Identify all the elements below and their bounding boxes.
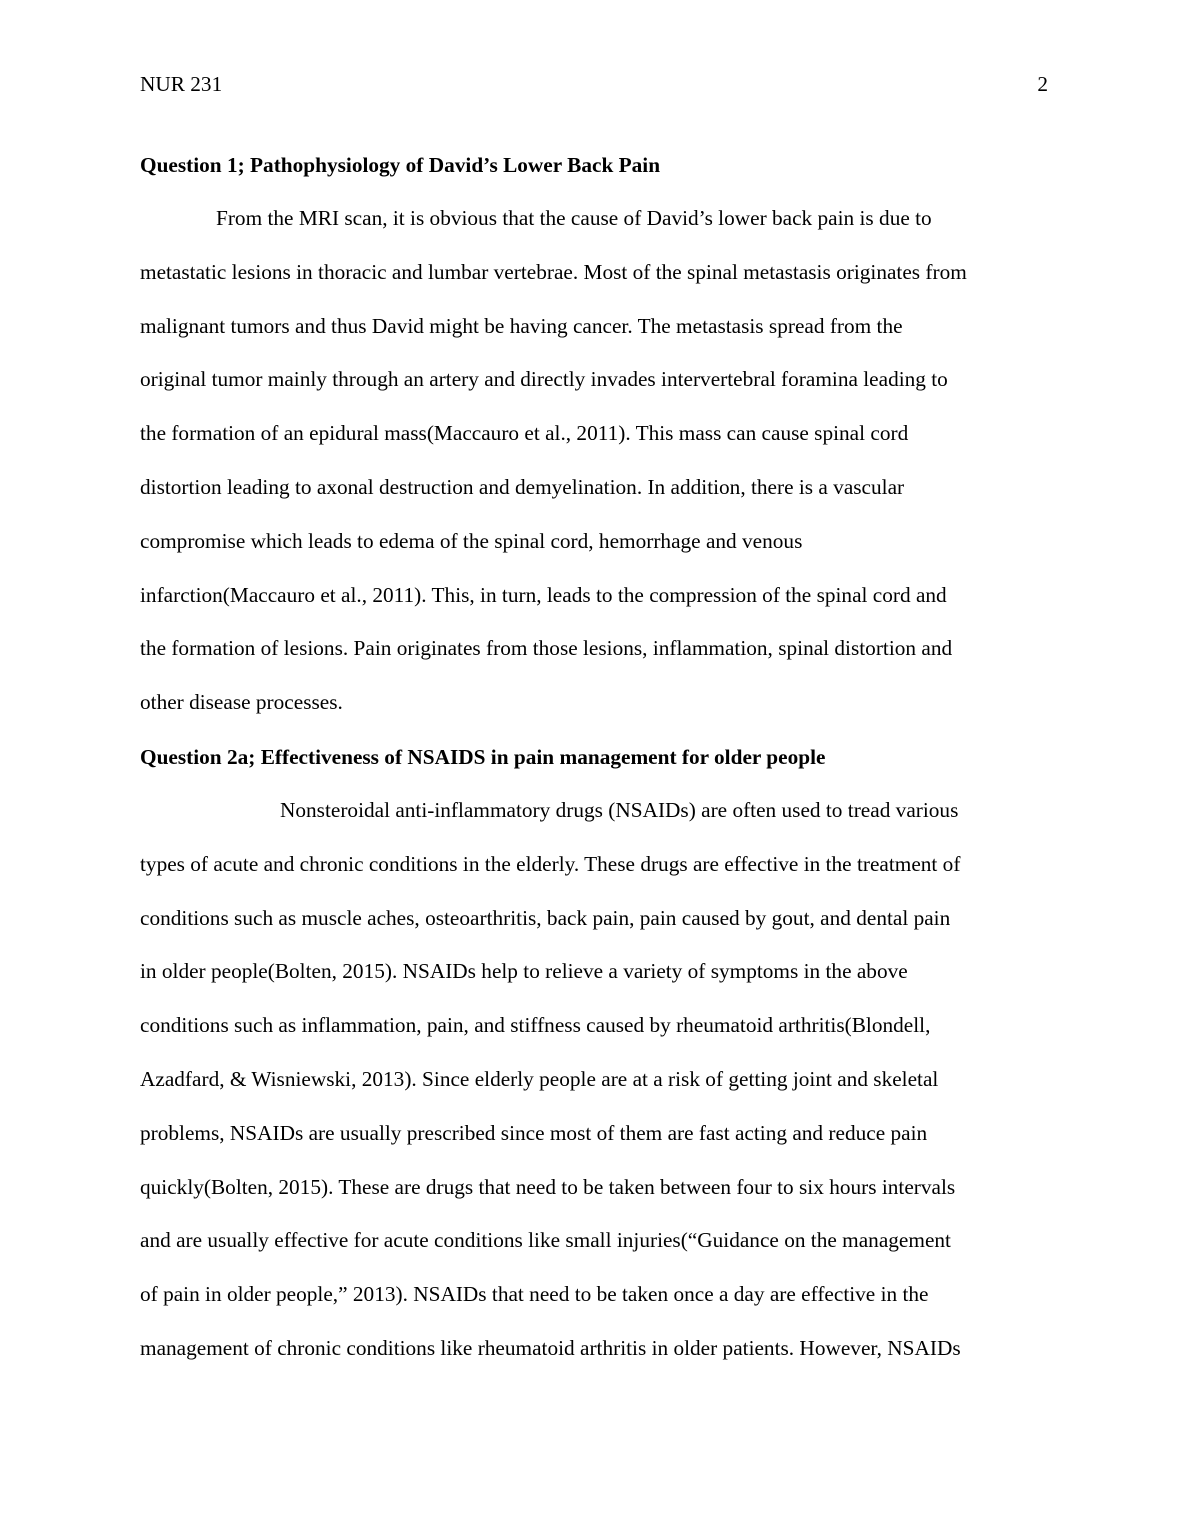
section-1-paragraph [140,192,1052,730]
paragraph-line: conditions such as inflammation, pain, and stiffness caused by rheumatoid arthritis(Blondell, [140,1013,931,1038]
document-body [140,138,1052,1376]
page-header [140,70,1048,98]
paragraph-line: Nonsteroidal anti-inflammatory drugs (NSAIDs) are often used to tread various [280,797,959,822]
paragraph-line: metastatic lesions in thoracic and lumbar vertebrae. Most of the spinal metastasis originates from [140,259,967,284]
section-2-paragraph [140,784,1052,1376]
section-2-heading: Question 2a; Effectiveness of NSAIDS in pain management for older people [140,744,826,769]
paragraph-line: malignant tumors and thus David might be having cancer. The metastasis spread from the [140,313,903,338]
paragraph-line: the formation of an epidural mass(Maccauro et al., 2011). This mass can cause spinal cord [140,421,909,446]
paragraph-line: management of chronic conditions like rheumatoid arthritis in older patients. However, NSAIDs [140,1335,961,1360]
paragraph-line: the formation of lesions. Pain originates from those lesions, inflammation, spinal distortion and [140,636,953,661]
paragraph-line: compromise which leads to edema of the spinal cord, hemorrhage and venous [140,528,803,553]
paragraph-line: in older people(Bolten, 2015). NSAIDs help to relieve a variety of symptoms in the above [140,959,908,984]
paragraph-line: distortion leading to axonal destruction and demyelination. In addition, there is a vascular [140,474,905,499]
paragraph-line: quickly(Bolten, 2015). These are drugs that need to be taken between four to six hours intervals [140,1174,956,1199]
paragraph-line: types of acute and chronic conditions in the elderly. These drugs are effective in the treatment of [140,851,961,876]
paragraph-line: infarction(Maccauro et al., 2011). This, in turn, leads to the compression of the spinal cord and [140,582,947,607]
page-number: 2 [1037,72,1048,96]
paragraph-line: original tumor mainly through an artery and directly invades intervertebral foramina leading to [140,367,948,392]
course-code: NUR 231 [140,72,223,96]
paragraph-line: of pain in older people,” 2013). NSAIDs that need to be taken once a day are effective in the [140,1282,929,1307]
paragraph-line: problems, NSAIDs are usually prescribed since most of them are fast acting and reduce pain [140,1120,928,1145]
paragraph-line: Azadfard, & Wisniewski, 2013). Since elderly people are at a risk of getting joint and skeletal [140,1066,939,1091]
paragraph-line: and are usually effective for acute conditions like small injuries(“Guidance on the management [140,1228,951,1253]
paragraph-line: From the MRI scan, it is obvious that the cause of David’s lower back pain is due to [216,206,932,230]
paragraph-line: other disease processes. [140,690,343,715]
section-1-heading: Question 1; Pathophysiology of David’s Lower Back Pain [140,153,661,177]
paragraph-line: conditions such as muscle aches, osteoarthritis, back pain, pain caused by gout, and dental pain [140,905,951,930]
